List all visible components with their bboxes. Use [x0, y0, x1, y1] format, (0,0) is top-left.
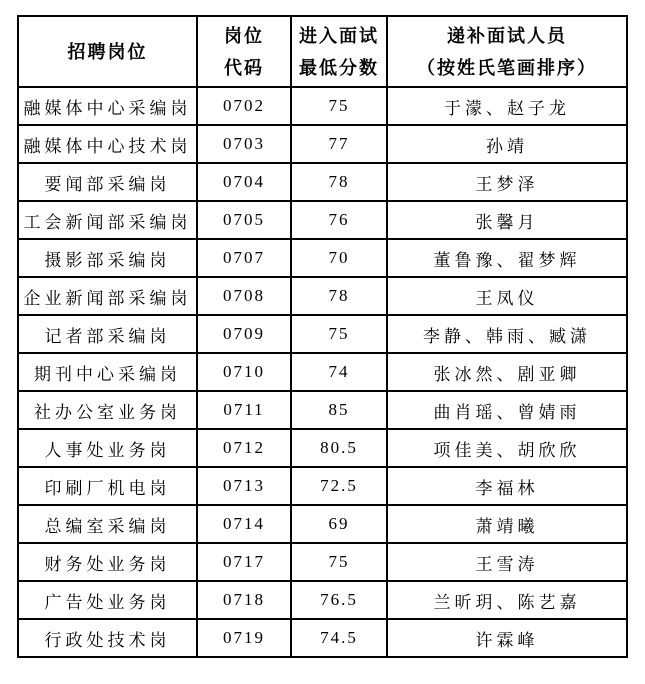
candidates-cell: 孙靖 — [387, 125, 627, 163]
candidates-cell: 王雪涛 — [387, 543, 627, 581]
table-row — [18, 391, 627, 429]
header-candidates-line2: （按姓氏笔画排序） — [417, 57, 597, 78]
position-cell: 摄影部采编岗 — [18, 239, 197, 277]
code-cell: 0712 — [197, 429, 291, 467]
code-cell: 0714 — [197, 505, 291, 543]
candidates-cell: 于濛、赵子龙 — [387, 87, 627, 125]
candidates-cell: 兰昕玥、陈艺嘉 — [387, 581, 627, 619]
header-cell-position — [18, 16, 197, 87]
position-cell: 社办公室业务岗 — [18, 391, 197, 429]
candidates-cell: 董鲁豫、翟梦辉 — [387, 239, 627, 277]
table-row — [18, 543, 627, 581]
score-cell: 80.5 — [291, 429, 387, 467]
score-cell: 76 — [291, 201, 387, 239]
position-cell: 总编室采编岗 — [18, 505, 197, 543]
table-body — [18, 87, 627, 657]
code-cell: 0704 — [197, 163, 291, 201]
code-cell: 0711 — [197, 391, 291, 429]
code-cell: 0703 — [197, 125, 291, 163]
code-cell: 0719 — [197, 619, 291, 657]
candidates-cell: 张冰然、剧亚卿 — [387, 353, 627, 391]
position-cell: 印刷厂机电岗 — [18, 467, 197, 505]
header-code-line1: 岗位 — [224, 25, 264, 46]
score-cell: 74.5 — [291, 619, 387, 657]
candidates-cell: 许霖峰 — [387, 619, 627, 657]
score-cell: 69 — [291, 505, 387, 543]
table-row — [18, 87, 627, 125]
table-row — [18, 163, 627, 201]
position-cell: 期刊中心采编岗 — [18, 353, 197, 391]
score-cell: 78 — [291, 163, 387, 201]
code-cell: 0707 — [197, 239, 291, 277]
code-cell: 0709 — [197, 315, 291, 353]
header-row — [18, 16, 627, 87]
table-row — [18, 353, 627, 391]
score-cell: 85 — [291, 391, 387, 429]
position-cell: 要闻部采编岗 — [18, 163, 197, 201]
position-cell: 记者部采编岗 — [18, 315, 197, 353]
header-score-line1: 进入面试 — [299, 25, 379, 46]
header-cell-candidates — [387, 16, 627, 87]
table-row — [18, 467, 627, 505]
candidates-cell: 萧靖曦 — [387, 505, 627, 543]
position-cell: 财务处业务岗 — [18, 543, 197, 581]
candidates-cell: 李静、韩雨、臧潇 — [387, 315, 627, 353]
candidates-cell: 王凤仪 — [387, 277, 627, 315]
score-cell: 74 — [291, 353, 387, 391]
score-cell: 76.5 — [291, 581, 387, 619]
position-cell: 企业新闻部采编岗 — [18, 277, 197, 315]
candidates-cell: 曲肖瑶、曾婧雨 — [387, 391, 627, 429]
position-cell: 融媒体中心技术岗 — [18, 125, 197, 163]
score-cell: 78 — [291, 277, 387, 315]
recruitment-table — [17, 15, 628, 658]
score-cell: 70 — [291, 239, 387, 277]
table-row — [18, 581, 627, 619]
position-cell: 人事处业务岗 — [18, 429, 197, 467]
header-cell-score — [291, 16, 387, 87]
table-row — [18, 201, 627, 239]
header-cell-code — [197, 16, 291, 87]
code-cell: 0702 — [197, 87, 291, 125]
candidates-cell: 张馨月 — [387, 201, 627, 239]
table-row — [18, 505, 627, 543]
table-row — [18, 429, 627, 467]
code-cell: 0713 — [197, 467, 291, 505]
score-cell: 75 — [291, 87, 387, 125]
code-cell: 0705 — [197, 201, 291, 239]
table-row — [18, 125, 627, 163]
position-cell: 广告处业务岗 — [18, 581, 197, 619]
candidates-cell: 李福林 — [387, 467, 627, 505]
score-cell: 77 — [291, 125, 387, 163]
table-row — [18, 239, 627, 277]
score-cell: 75 — [291, 315, 387, 353]
score-cell: 72.5 — [291, 467, 387, 505]
position-cell: 行政处技术岗 — [18, 619, 197, 657]
candidates-cell: 王梦泽 — [387, 163, 627, 201]
header-score-line2: 最低分数 — [299, 57, 379, 78]
position-cell: 工会新闻部采编岗 — [18, 201, 197, 239]
code-cell: 0717 — [197, 543, 291, 581]
table-header — [18, 16, 627, 87]
score-cell: 75 — [291, 543, 387, 581]
table-row — [18, 315, 627, 353]
header-code-line2: 代码 — [224, 57, 264, 78]
header-candidates-line1: 递补面试人员 — [447, 25, 567, 46]
candidates-cell: 项佳美、胡欣欣 — [387, 429, 627, 467]
code-cell: 0708 — [197, 277, 291, 315]
code-cell: 0710 — [197, 353, 291, 391]
table-row — [18, 277, 627, 315]
header-position-label: 招聘岗位 — [67, 41, 148, 62]
code-cell: 0718 — [197, 581, 291, 619]
position-cell: 融媒体中心采编岗 — [18, 87, 197, 125]
table-row — [18, 619, 627, 657]
